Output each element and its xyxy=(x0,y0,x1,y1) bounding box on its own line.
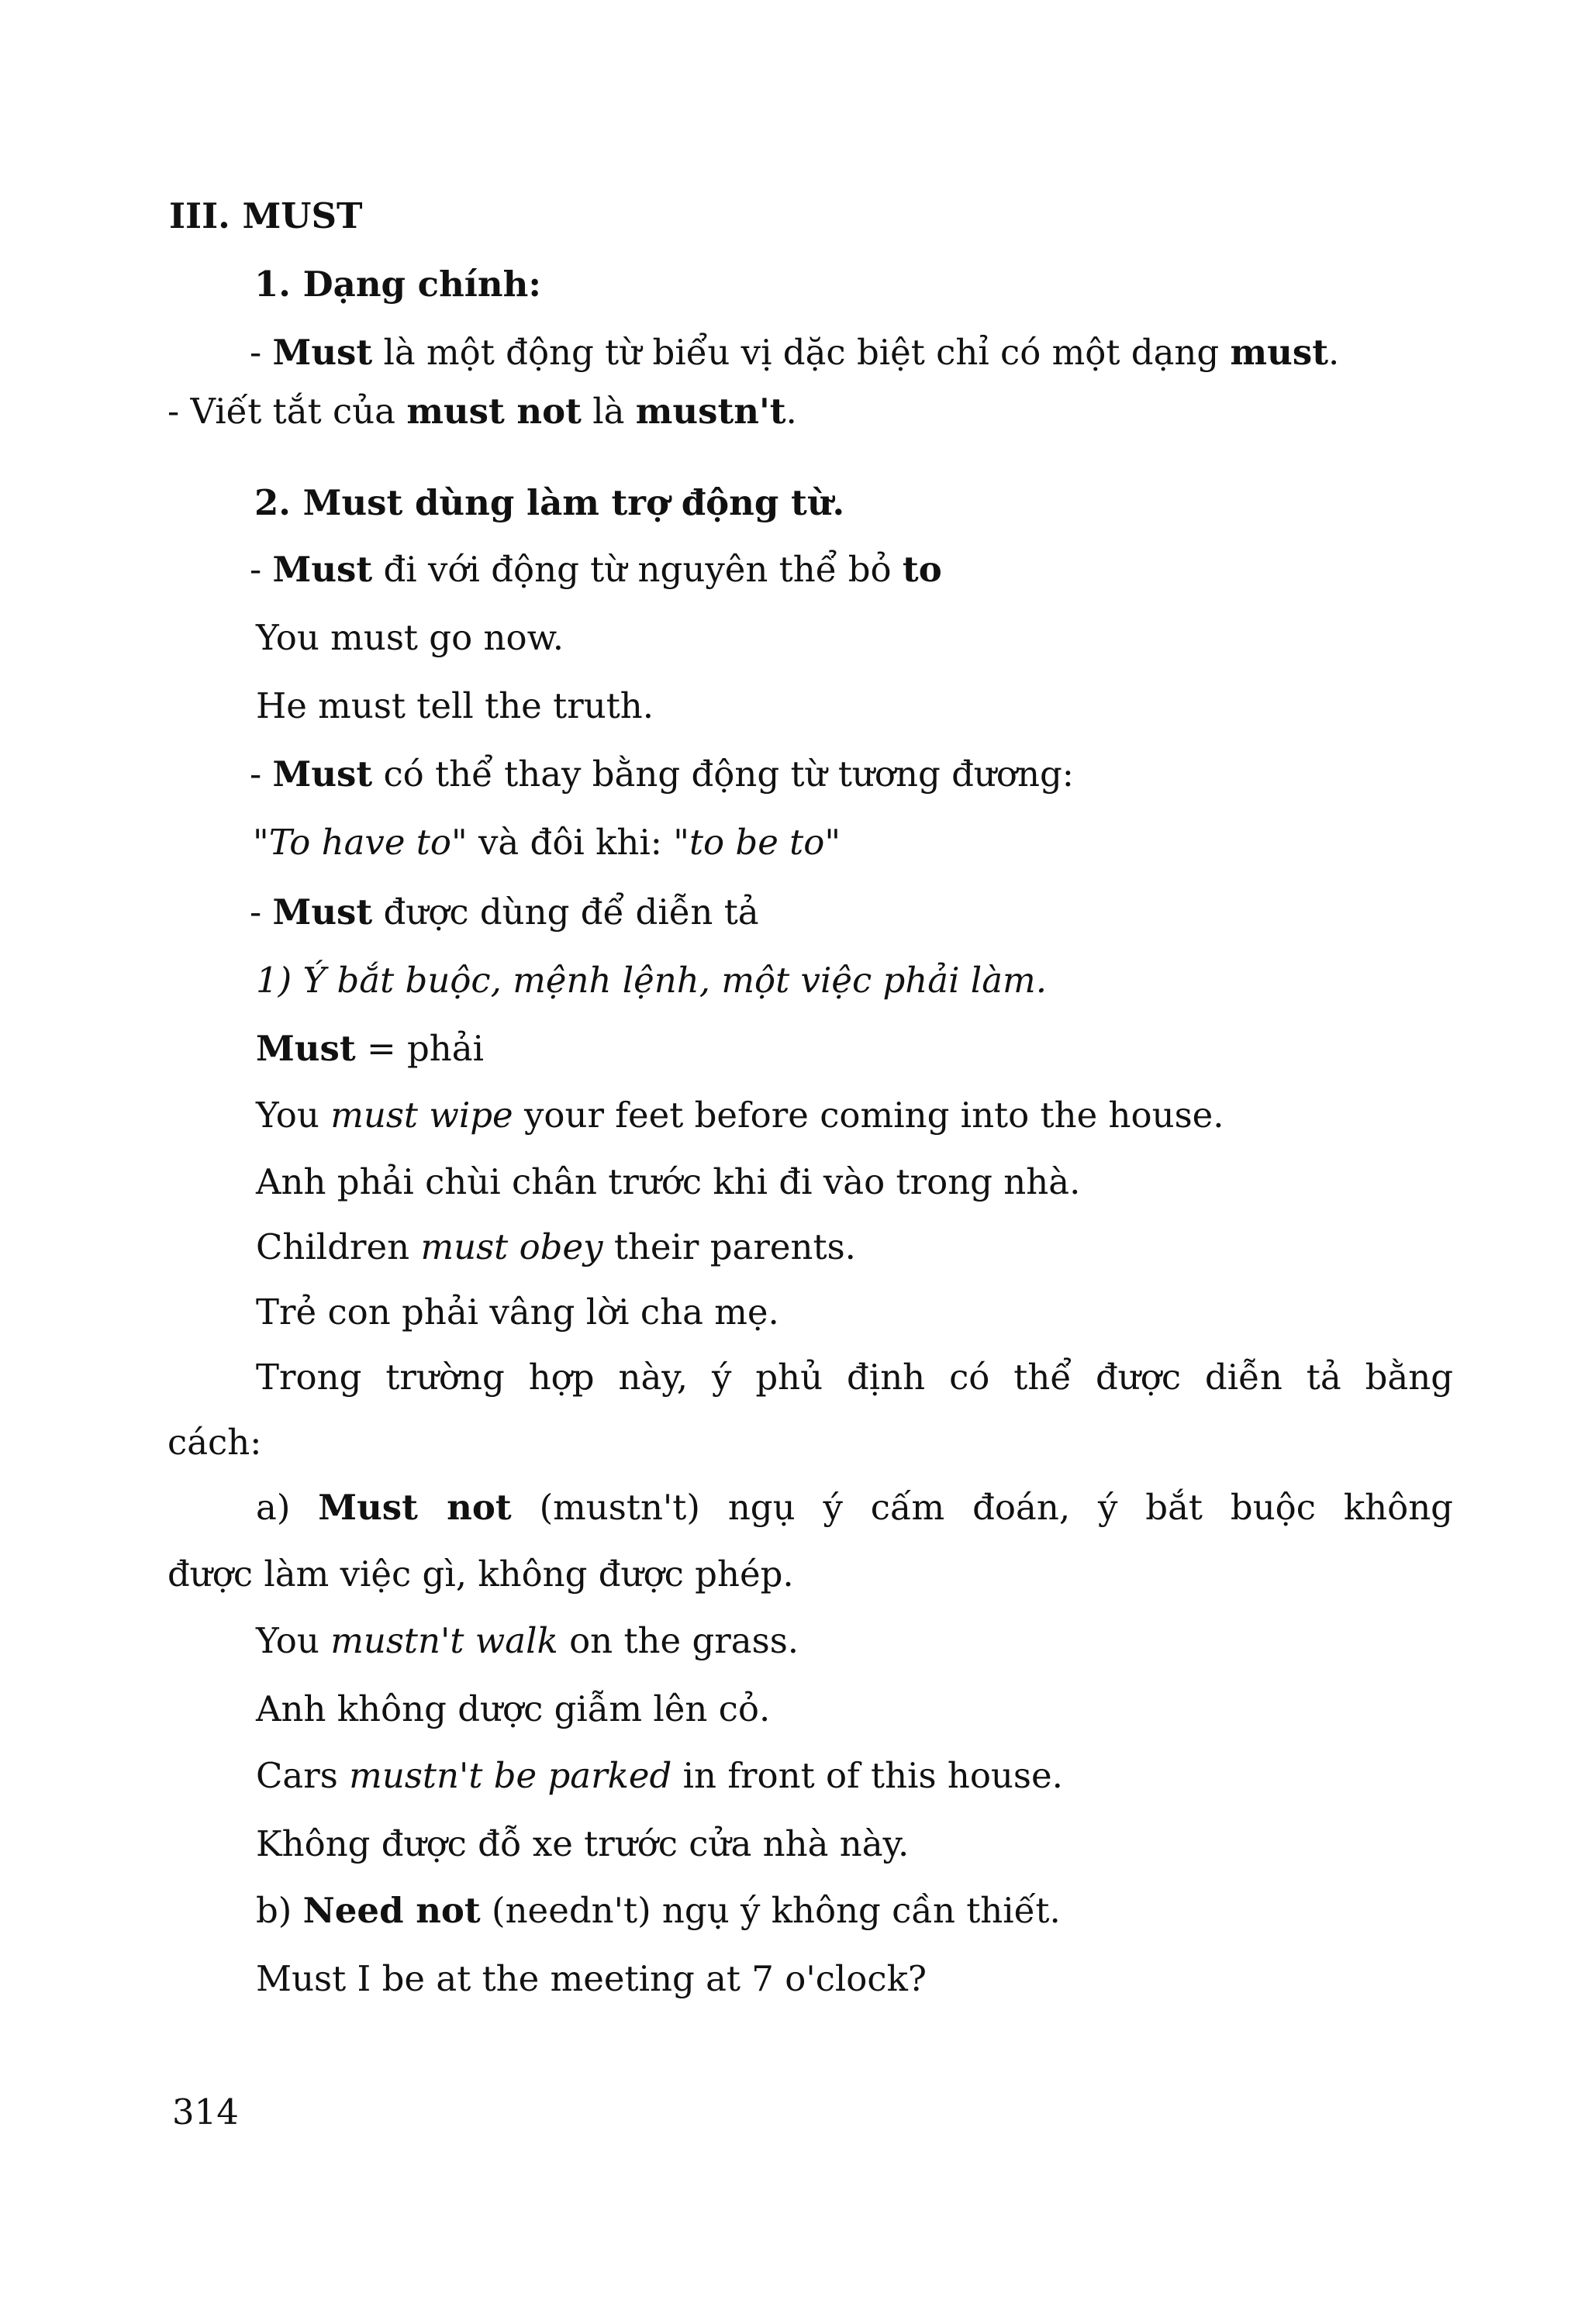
paragraph-must-form: - Must là một động từ biểu vị dặc biệt chỉ có một dạng must. xyxy=(250,332,1340,373)
heading-auxiliary: 2. Must dùng làm trợ động từ. xyxy=(254,482,845,523)
paragraph-equivalent: - Must có thể thay bằng động từ tương đương: xyxy=(250,753,1074,795)
translation-line: Trẻ con phải vâng lời cha mẹ. xyxy=(256,1291,779,1333)
example-sentence: He must tell the truth. xyxy=(256,685,654,726)
example-sentence: Cars mustn't be parked in front of this house. xyxy=(256,1755,1063,1796)
paragraph-negation-cont: cách: xyxy=(167,1422,262,1463)
paragraph-usage: - Must được dùng để diễn tả xyxy=(250,891,759,933)
section-title: III. MUST xyxy=(169,195,363,236)
translation-line: Không được đỗ xe trước cửa nhà này. xyxy=(256,1823,910,1864)
paragraph-need-not: b) Need not (needn't) ngụ ý không cần thiết. xyxy=(256,1890,1061,1931)
translation-line: Anh phải chùi chân trước khi đi vào trong nhà. xyxy=(256,1161,1081,1202)
paragraph-equivalents-list: "To have to" và đôi khi: "to be to" xyxy=(253,822,841,863)
paragraph-must-not: a) Must not (mustn't) ngụ ý cấm đoán, ý bắt buộc không xyxy=(256,1487,1453,1528)
example-sentence: Children must obey their parents. xyxy=(256,1226,856,1267)
paragraph-bare-infinitive: - Must đi với động từ nguyên thể bỏ to xyxy=(250,549,942,590)
subheading-obligation: 1) Ý bắt buộc, mệnh lệnh, một việc phải làm. xyxy=(256,960,1047,1001)
heading-forms: 1. Dạng chính: xyxy=(254,264,541,305)
example-sentence: Must I be at the meeting at 7 o'clock? xyxy=(256,1958,927,1999)
example-sentence: You mustn't walk on the grass. xyxy=(256,1620,799,1661)
definition-line: Must = phải xyxy=(256,1028,484,1069)
paragraph-negation: Trong trường hợp này, ý phủ định có thể được diễn tả bằng xyxy=(256,1357,1453,1398)
paragraph-abbreviation: - Viết tắt của must not là mustn't. xyxy=(167,391,797,432)
page-number: 314 xyxy=(172,2091,239,2133)
example-sentence: You must go now. xyxy=(256,617,564,658)
paragraph-must-not-cont: được làm việc gì, không được phép. xyxy=(167,1553,794,1595)
example-sentence: You must wipe your feet before coming into the house. xyxy=(256,1095,1224,1136)
translation-line: Anh không dược giẫm lên cỏ. xyxy=(256,1688,771,1729)
